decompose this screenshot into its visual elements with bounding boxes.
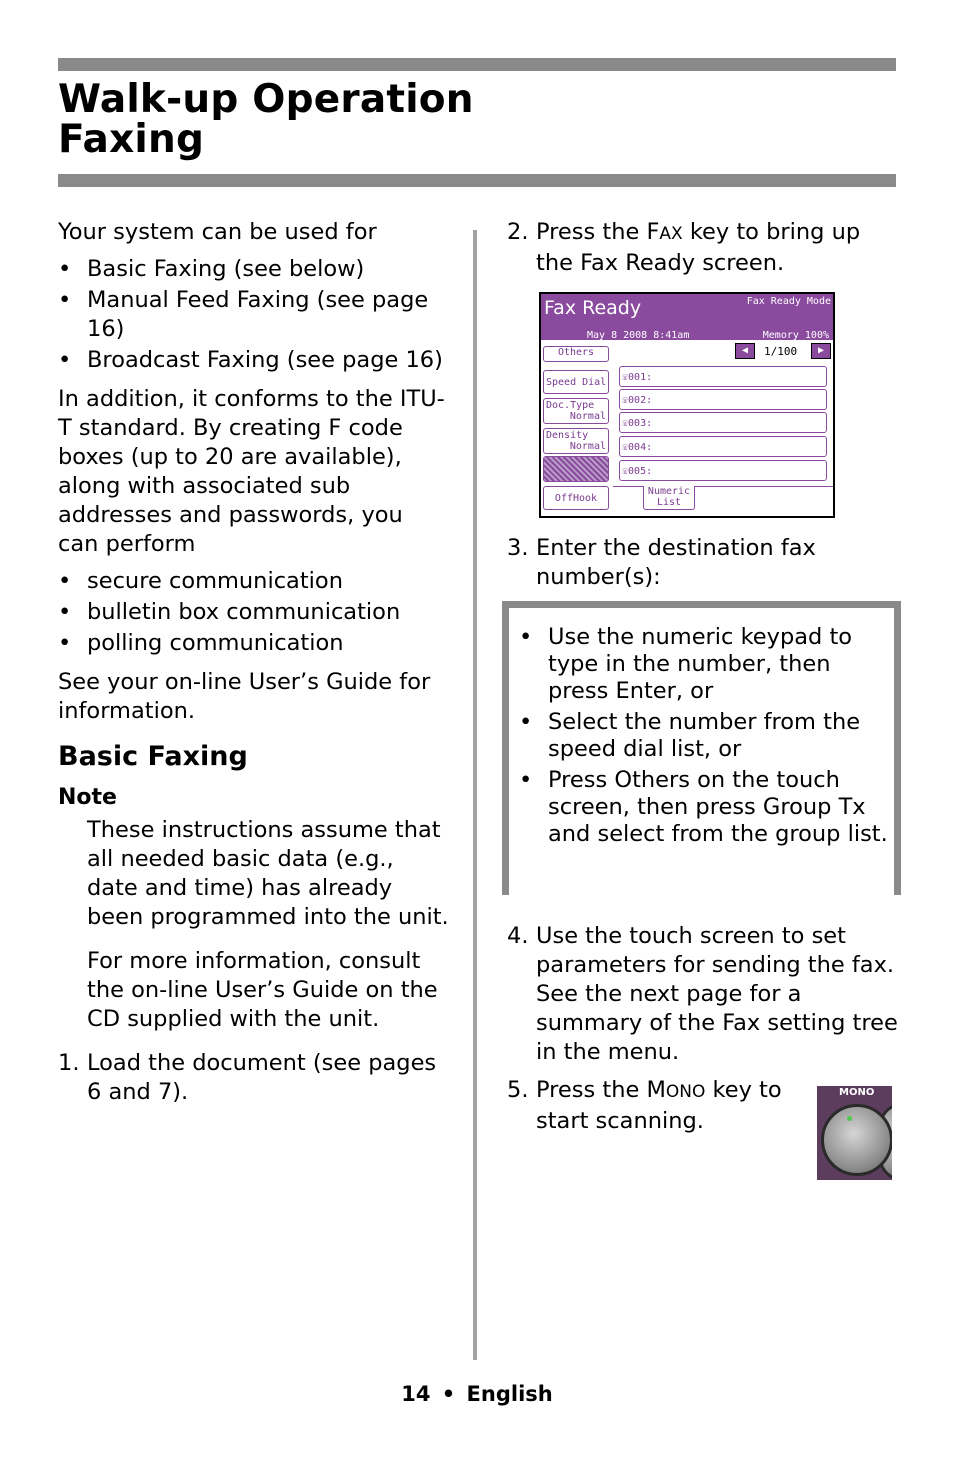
screen-date: May 8 2008 8:41am [587, 330, 690, 341]
offhook-button[interactable]: OffHook [543, 486, 609, 510]
guide-text: See your on-line User’s Guide for information. [58, 669, 431, 724]
options-list [519, 624, 889, 852]
speed-dial-button[interactable]: Speed Dial [543, 370, 609, 394]
right-column [507, 218, 897, 278]
list-item: • Broadcast Faxing (see page 16) [58, 347, 443, 373]
page-title [58, 77, 474, 162]
section-heading: Basic Faxing [58, 741, 248, 772]
phone-icon: ☏ [622, 442, 629, 453]
screen-header [541, 294, 833, 340]
step-3: 3. Enter the destination fax number(s): [507, 535, 816, 590]
page-indicator: 1/100 [764, 345, 798, 358]
screen-memory: Memory 100% [762, 330, 829, 341]
fax-ready-screen [539, 292, 835, 518]
step-5: 5. Press the MONO key to start scanning. [507, 1077, 782, 1134]
column-divider [473, 230, 477, 1360]
itu-paragraph: In addition, it conforms to the ITU-T standard. By creating F code boxes (up to 20 are available), along with associated sub addresses and passwords, you can perform [58, 386, 445, 557]
comms-list [58, 567, 450, 658]
speed-dial-entry[interactable]: ☏001: [619, 366, 827, 387]
note-paragraph-1: These instructions assume that all needed basic data (e.g., date and time) has already been programmed into the unit. [87, 817, 449, 930]
mono-key-photo [817, 1086, 892, 1180]
footer-language: English [466, 1382, 553, 1406]
intro-text: Your system can be used for [58, 219, 377, 245]
phone-icon: ☏ [622, 372, 629, 383]
screen-title: Fax Ready [544, 297, 642, 319]
phone-icon: ☏ [622, 466, 629, 477]
list-item: • secure communication [58, 568, 343, 594]
list-item: • Press Others on the touch screen, then press Group Tx and select from the group list. [519, 767, 888, 847]
prev-page-icon[interactable]: ◀ [735, 343, 755, 359]
mono-key-label: MONO [839, 1087, 875, 1098]
led-icon [847, 1116, 852, 1121]
density-button[interactable]: Density Normal [543, 428, 609, 454]
others-button[interactable]: Others [543, 346, 609, 362]
note-paragraph-2: For more information, consult the on-line User’s Guide on the CD supplied with the unit. [87, 948, 438, 1032]
list-item: • bulletin box communication [58, 599, 401, 625]
list-item: • Use the numeric keypad to type in the number, then press Enter, or [519, 624, 853, 704]
numeric-list-tab[interactable]: Numeric List [643, 486, 695, 510]
left-column [58, 218, 450, 1107]
doc-type-button[interactable]: Doc.Type Normal [543, 398, 609, 424]
page-footer [0, 1382, 954, 1406]
step-1: 1. Load the document (see pages 6 and 7). [58, 1050, 437, 1105]
step-2: 2. Press the FAX key to bring up the Fax Ready screen. [507, 219, 861, 276]
options-box [502, 601, 901, 895]
list-item: • polling communication [58, 630, 344, 656]
speed-dial-entry[interactable]: ☏002: [619, 389, 827, 410]
next-page-icon[interactable]: ▶ [811, 343, 831, 359]
step-4: 4. Use the touch screen to set parameters for sending the fax. See the next page for a summary of the Fax setting tree in the menu. [507, 923, 898, 1065]
phone-icon: ☏ [622, 395, 629, 406]
mono-key-icon [821, 1104, 892, 1176]
speed-dial-entry[interactable]: ☏003: [619, 412, 827, 433]
screen-mode: Fax Ready Mode [746, 296, 831, 307]
top-rule [58, 58, 896, 71]
speed-dial-entry[interactable]: ☏004: [619, 436, 827, 457]
title-line-2: Faxing [58, 117, 205, 162]
list-item: • Manual Feed Faxing (see page 16) [58, 287, 429, 342]
uses-list [58, 255, 450, 375]
selected-button[interactable] [543, 456, 609, 482]
bottom-rule [58, 174, 896, 187]
list-item: • Basic Faxing (see below) [58, 256, 365, 282]
list-item: • Select the number from the speed dial list, or [519, 709, 861, 762]
speed-dial-entry[interactable]: ☏005: [619, 460, 827, 481]
footer-separator: • [441, 1382, 456, 1406]
note-label: Note [58, 785, 117, 810]
title-line-1: Walk-up Operation [58, 77, 474, 122]
phone-icon: ☏ [622, 418, 629, 429]
page-number: 14 [401, 1382, 431, 1406]
